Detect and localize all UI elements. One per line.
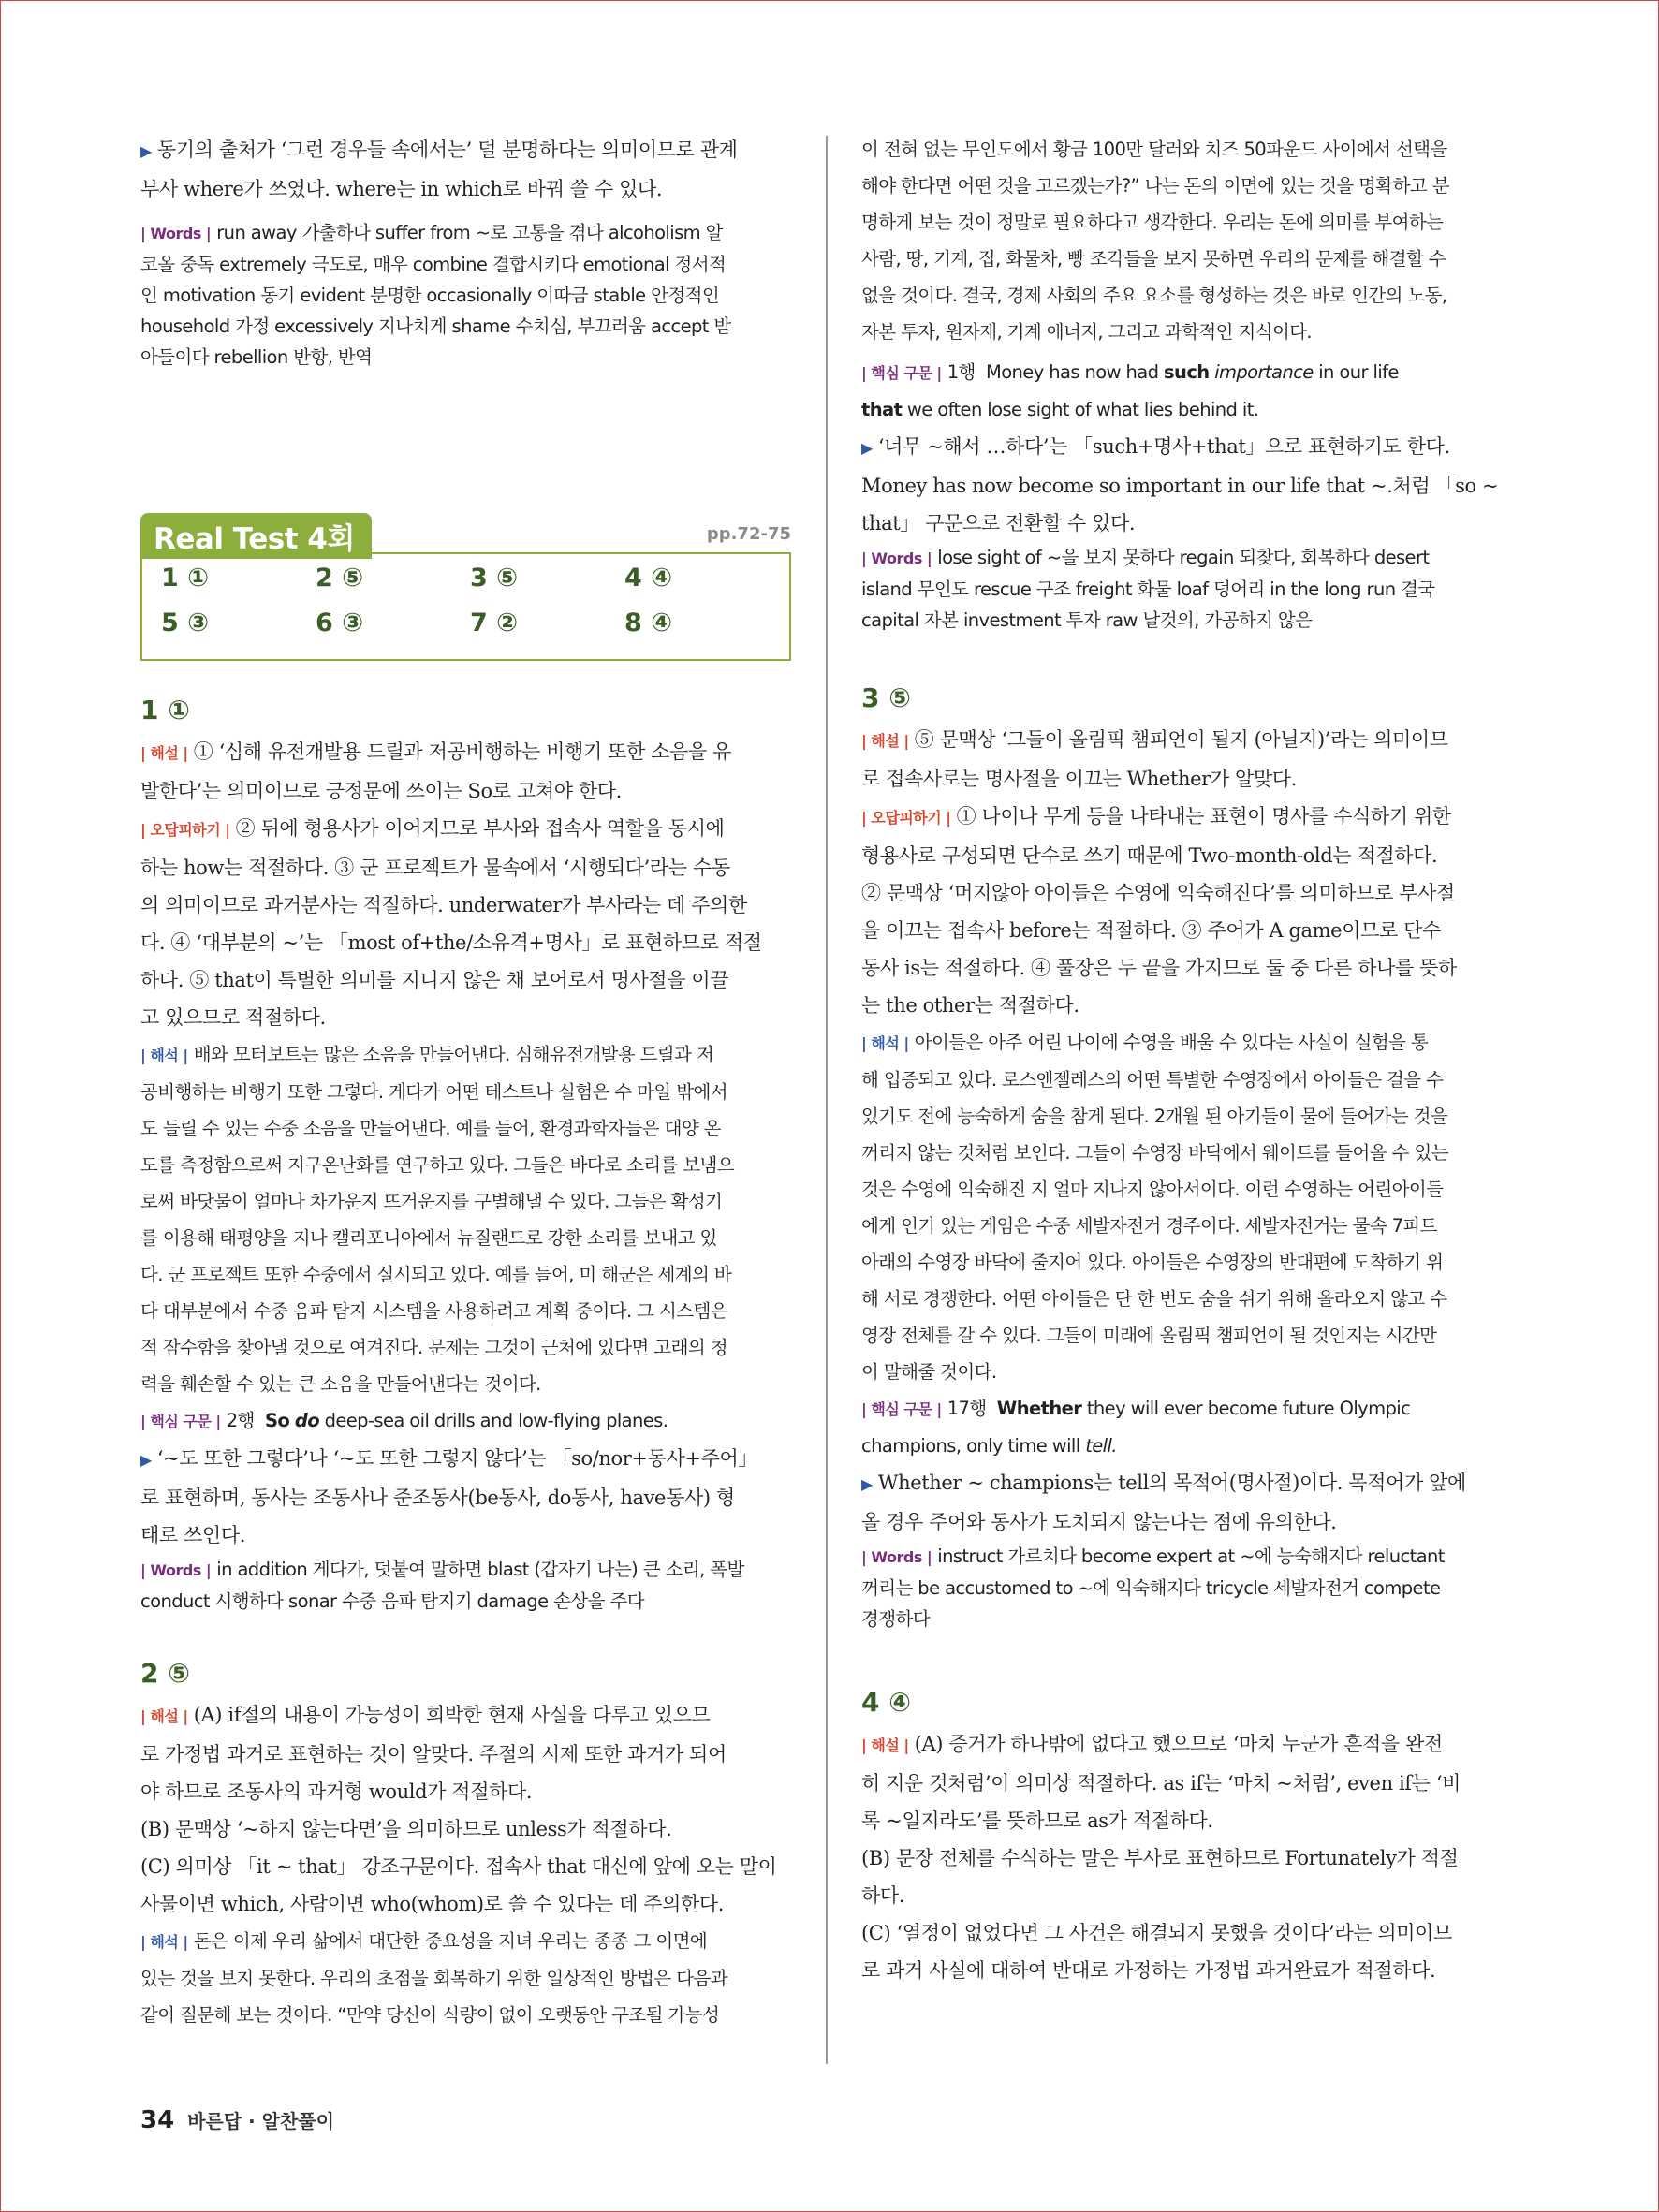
text-line: 발한다’는 의미이므로 긍정문에 쓰이는 So로 고쳐야 한다.: [140, 780, 622, 802]
words-line: capital 자본 investment 투자 raw 날것의, 가공하지 않은: [861, 609, 1313, 631]
text-line: 배와 모터보트는 많은 소음을 만들어낸다. 심해유전개발용 드릴과 저: [193, 1044, 714, 1065]
text-line: 없을 것이다. 결국, 경제 사회의 주요 요소를 형성하는 것은 바로 인간의 노동,: [861, 285, 1447, 306]
core-text: we often lose sight of what lies behind it.: [906, 399, 1259, 420]
core-text: Whether: [996, 1398, 1082, 1419]
q4-haeseol: [861, 1725, 1512, 1989]
text-line: (A) 증거가 하나밖에 없다고 했으므로 ‘마치 누군가 흔적을 완전: [914, 1733, 1443, 1755]
real-test-header: [140, 513, 791, 556]
q3-haeseol: [861, 721, 1512, 1024]
q3-core: [861, 1390, 1512, 1464]
q1-words: [140, 1554, 791, 1617]
text-line: 명하게 보는 것이 정말로 필요하다고 생각한다. 우리는 돈에 의미를 부여하는: [861, 212, 1444, 233]
core-line-no: 1행: [947, 361, 976, 383]
text-line: 을 이끄는 접속사 before는 적절하다. ③ 주어가 A game이므로 단수: [861, 919, 1441, 942]
text-line: 하는 how는 적절하다. ③ 군 프로젝트가 물속에서 ‘시행되다’라는 수동: [140, 857, 730, 879]
core-text: that: [861, 399, 903, 420]
text-line: ⑤ 문맥상 ‘그들이 올림픽 챔피언이 될지 (아닐지)’라는 의미이므: [914, 728, 1448, 751]
words-line: 경쟁하다: [861, 1608, 930, 1630]
core-text: in our life: [1318, 361, 1399, 383]
text-line: 야 하므로 조동사의 과거형 would가 적절하다.: [140, 1780, 533, 1803]
text-line: 공비행하는 비행기 또한 그렇다. 게다가 어떤 테스트나 실험은 수 마일 밖에서: [140, 1081, 727, 1103]
text-line: (B) 문맥상 ‘~하지 않는다면’을 의미하므로 unless가 적절하다.: [140, 1818, 672, 1840]
odap-tag: | 오답피하기 |: [861, 809, 951, 827]
text-line: (C) 의미상 「it ~ that」 강조구문이다. 접속사 that 대신에 앞에 오는 말이: [140, 1855, 777, 1878]
q3-core-note: [861, 1464, 1512, 1541]
answer: 5 ③: [161, 608, 210, 637]
top-words: [140, 217, 791, 373]
words-line: conduct 시행하다 sonar 수중 음파 탐지기 damage 손상을 주다: [140, 1590, 644, 1612]
right-column: [861, 131, 1512, 1989]
q1-core-note: [140, 1440, 791, 1554]
text-line: 록 ~일지라도’를 뜻하므로 as가 적절하다.: [861, 1809, 1213, 1832]
core-text: they will ever become future Olympic: [1086, 1398, 1411, 1419]
text-line: 력을 훼손할 수 있는 큰 소음을 만들어낸다는 것이다.: [140, 1373, 541, 1395]
text-line: 올 경우 주어와 동사가 도치되지 않는다는 점에 유의한다.: [861, 1511, 1337, 1533]
q2-haeseol: [140, 1696, 791, 1923]
text-line: 하다.: [861, 1884, 905, 1907]
page-number: 34: [140, 2106, 175, 2134]
answer: 8 ④: [624, 608, 673, 637]
question-heading: 1 ①: [140, 695, 190, 725]
q1-haeseok: [140, 1036, 791, 1402]
q3-words: [861, 1541, 1512, 1634]
words-tag: | Words |: [861, 1548, 932, 1566]
words-tag: | Words |: [140, 1561, 212, 1579]
text-line: ‘~도 또한 그렇다’나 ‘~도 또한 그렇지 않다’는 「so/nor+동사+주어」: [156, 1447, 757, 1470]
left-column: [140, 131, 791, 2033]
real-test-title: Real Test 4회: [140, 513, 372, 559]
note-line: 동기의 출처가 ‘그런 경우들 속에서는’ 덜 분명하다는 의미이므로 관계: [156, 139, 738, 161]
question-heading: 3 ⑤: [861, 682, 911, 713]
triangle-icon: ▶: [861, 1475, 873, 1493]
haeseol-tag: | 해설 |: [140, 1707, 188, 1725]
answer: 2 ⑤: [316, 564, 364, 593]
q2-core: [861, 354, 1512, 428]
text-line: 이 말해줄 것이다.: [861, 1361, 997, 1383]
words-line: 꺼리는 be accustomed to ~에 익숙해지다 tricycle 세발자전거 compete: [861, 1577, 1441, 1599]
text-line: 해 입증되고 있다. 로스앤젤레스의 어떤 특별한 수영장에서 아이들은 걸을 수: [861, 1069, 1444, 1091]
page-footer: [140, 2106, 334, 2134]
q2-haeseok: [140, 1923, 791, 2033]
text-line: 로 가정법 과거로 표현하는 것이 알맞다. 주절의 시제 또한 과거가 되어: [140, 1743, 727, 1765]
text-line: Whether ~ champions는 tell의 목적어(명사절)이다. 목적어가 앞에: [877, 1472, 1466, 1494]
book-title: 바른답 · 알찬풀이: [187, 2110, 334, 2132]
q3-haeseok: [861, 1024, 1512, 1390]
text-line: 같이 질문해 보는 것이다. “만약 당신이 식량이 없이 오랫동안 구조될 가능성: [140, 2004, 720, 2026]
words-line: household 가정 excessively 지나치게 shame 수치심, 부끄러움 accept 받: [140, 315, 731, 337]
words-line: instruct 가르치다 become expert at ~에 능숙해지다 reluctant: [937, 1545, 1445, 1567]
words-line: 코올 중독 extremely 극도로, 매우 combine 결합시키다 emotional 정서적: [140, 254, 727, 275]
text-line: 있기도 전에 능숙하게 숨을 참게 된다. 2개월 된 아기들이 물에 들어가는 것을: [861, 1106, 1448, 1127]
text-line: 를 이용해 태평양을 지나 캘리포니아에서 뉴질랜드로 강한 소리를 보내고 있: [140, 1227, 717, 1249]
text-line: 하다. ⑤ that이 특별한 의미를 지니지 않은 채 보어로서 명사절을 이끌: [140, 969, 729, 991]
text-line: (A) if절의 내용이 가능성이 희박한 현재 사실을 다루고 있으므: [193, 1704, 711, 1726]
text-line: 사람, 땅, 기계, 집, 화물차, 빵 조각들을 보지 못하면 우리의 문제를 해결할 수: [861, 248, 1446, 270]
text-line: 동사 is는 적절하다. ④ 풀장은 두 끝을 가지므로 둘 중 다른 하나를 뜻하: [861, 957, 1457, 979]
text-line: 에게 인기 있는 게임은 수중 세발자전거 경주이다. 세발자전거는 물속 7피트: [861, 1215, 1437, 1237]
text-line: 다. ④ ‘대부분의 ~’는 「most of+the/소유격+명사」로 표현하므로 적절: [140, 931, 762, 954]
text-line: 로 표현하며, 동사는 조동사나 준조동사(be동사, do동사, have동사) 형: [140, 1487, 735, 1509]
core-text: tell.: [1085, 1435, 1117, 1457]
core-text: such: [1164, 361, 1210, 383]
answer: 3 ⑤: [470, 564, 519, 593]
text-line: 해 서로 경쟁한다. 어떤 아이들은 단 한 번도 숨을 쉬기 위해 올라오지 않고 수: [861, 1288, 1447, 1310]
real-test-pages: pp.72-75: [706, 524, 791, 544]
text-line: 다 대부분에서 수중 음파 탐지 시스템을 사용하려고 계획 중이다. 그 시스템은: [140, 1300, 727, 1322]
core-text: champions, only time will: [861, 1435, 1080, 1457]
haeseol-tag: | 해설 |: [861, 732, 909, 750]
text-line: ② 문맥상 ‘머지않아 아이들은 수영에 익숙해진다’를 의미하므로 부사절: [861, 882, 1455, 904]
triangle-icon: ▶: [140, 142, 152, 160]
answer: 1 ①: [161, 564, 210, 593]
note-line: 부사 where가 쓰였다. where는 in which로 바꿔 쓸 수 있다.: [140, 178, 663, 200]
text-line: 로 접속사로는 명사절을 이끄는 Whether가 알맞다.: [861, 768, 1297, 790]
text-line: 고 있으므로 적절하다.: [140, 1006, 326, 1029]
words-line: island 무인도 rescue 구조 freight 화물 loaf 덩어리 in the long run 결국: [861, 579, 1435, 600]
core-line-no: 17행: [947, 1398, 987, 1419]
text-line: Money has now become so important in our life that ~.처럼 「so ~: [861, 475, 1499, 497]
core-tag: | 핵심 구문 |: [861, 364, 942, 382]
words-line: 아들이다 rebellion 반항, 반역: [140, 346, 373, 368]
core-text: importance: [1214, 361, 1314, 383]
text-line: ① 나이나 무게 등을 나타내는 표현이 명사를 수식하기 위한: [956, 805, 1451, 828]
q2-haeseok-cont: [861, 131, 1512, 350]
text-line: 로써 바닷물이 얼마나 차가운지 뜨거운지를 구별해낼 수 있다. 그들은 확성기: [140, 1191, 723, 1212]
core-tag: | 핵심 구문 |: [140, 1413, 221, 1430]
q2-core-note: [861, 428, 1512, 542]
text-line: 의 의미이므로 과거분사는 적절하다. underwater가 부사라는 데 주의한: [140, 894, 747, 916]
text-line: 사물이면 which, 사람이면 who(whom)로 쓸 수 있다는 데 주의한다.: [140, 1893, 725, 1915]
triangle-icon: ▶: [140, 1451, 152, 1469]
text-line: that」 구문으로 전환할 수 있다.: [861, 512, 1136, 535]
text-line: 도 들릴 수 있는 수중 소음을 만들어낸다. 예를 들어, 환경과학자들은 대양 온: [140, 1118, 721, 1139]
odap-tag: | 오답피하기 |: [140, 821, 230, 839]
text-line: 영장 전체를 갈 수 있다. 그들이 미래에 올림픽 챔피언이 될 것인지는 시간만: [861, 1325, 1437, 1346]
text-line: 아래의 수영장 바닥에 줄지어 있다. 아이들은 수영장의 반대편에 도착하기 위: [861, 1252, 1444, 1273]
text-line: 다. 군 프로젝트 또한 수중에서 실시되고 있다. 예를 들어, 미 해군은 세계의 바: [140, 1264, 732, 1285]
text-line: 아이들은 아주 어린 나이에 수영을 배울 수 있다는 사실이 실험을 통: [914, 1032, 1429, 1053]
text-line: 적 잠수함을 찾아낼 것으로 여겨진다. 문제는 그것이 근처에 있다면 고래의 청: [140, 1337, 727, 1358]
text-line: 있는 것을 보지 못한다. 우리의 초점을 회복하기 위한 일상적인 방법은 다음과: [140, 1968, 727, 1989]
q1-haeseol: [140, 733, 791, 1036]
core-text: do: [294, 1410, 319, 1431]
core-text: Money has now had: [985, 361, 1159, 383]
haeseok-tag: | 해석 |: [861, 1034, 909, 1052]
haeseok-tag: | 해석 |: [140, 1933, 188, 1951]
column-divider: [826, 136, 828, 2064]
text-line: 자본 투자, 원자재, 기계 에너지, 그리고 과학적인 지식이다.: [861, 321, 1313, 343]
text-line: 돈은 이제 우리 삶에서 대단한 중요성을 지녀 우리는 종종 그 이면에: [193, 1930, 708, 1952]
text-line: (C) ‘열정이 없었다면 그 사건은 해결되지 못했을 것이다’라는 의미이므: [861, 1922, 1452, 1944]
question-heading: 2 ⑤: [140, 1658, 190, 1689]
haeseok-tag: | 해석 |: [140, 1047, 188, 1064]
words-line: 인 motivation 동기 evident 분명한 occasionally 이따금 stable 안정적인: [140, 285, 720, 306]
text-line: (B) 문장 전체를 수식하는 말은 부사로 표현하므로 Fortunately가 적절: [861, 1847, 1459, 1869]
core-text: deep-sea oil drills and low-flying planes.: [324, 1410, 668, 1431]
answer: 4 ④: [624, 564, 673, 593]
text-line: 히 지운 것처럼’이 의미상 적절하다. as if는 ‘마치 ~처럼’, even if는 ‘비: [861, 1772, 1461, 1795]
q2-words: [861, 542, 1512, 636]
q1-core: [140, 1402, 791, 1440]
text-line: 는 the other는 적절하다.: [861, 994, 1079, 1017]
top-note: [140, 131, 791, 208]
haeseol-tag: | 해설 |: [140, 744, 188, 762]
text-line: 꺼리지 않는 것처럼 보인다. 그들이 수영장 바닥에서 웨이트를 들어올 수 있는: [861, 1142, 1448, 1164]
core-text: So: [264, 1410, 290, 1431]
text-line: ② 뒤에 형용사가 이어지므로 부사와 접속사 역할을 동시에: [235, 817, 725, 840]
words-line: lose sight of ~을 보지 못하다 regain 되찾다, 회복하다 desert: [937, 547, 1430, 568]
text-line: ‘너무 ~해서 …하다’는 「such+명사+that」으로 표현하기도 한다.: [877, 435, 1450, 458]
text-line: 이 전혀 없는 무인도에서 황금 100만 달러와 치즈 50파운드 사이에서 선택을: [861, 139, 1447, 160]
text-line: 해야 한다면 어떤 것을 고르겠는가?” 나는 돈의 이면에 있는 것을 명확하고 분: [861, 175, 1449, 197]
words-tag: | Words |: [861, 549, 932, 567]
text-line: 태로 쓰인다.: [140, 1524, 245, 1546]
text-line: 형용사로 구성되면 단수로 쓰기 때문에 Two-month-old는 적절하다.: [861, 844, 1438, 867]
haeseol-tag: | 해설 |: [861, 1736, 909, 1754]
text-line: 도를 측정함으로써 지구온난화를 연구하고 있다. 그들은 바다로 소리를 보냄으: [140, 1154, 734, 1176]
triangle-icon: ▶: [861, 439, 873, 457]
text-line: ① ‘심해 유전개발용 드릴과 저공비행하는 비행기 또한 소음을 유: [193, 740, 731, 763]
answer: 7 ②: [470, 608, 519, 637]
words-line: run away 가출하다 suffer from ~로 고통을 겪다 alcoholism 알: [216, 222, 723, 243]
text-line: 로 과거 사실에 대하여 반대로 가정하는 가정법 과거완료가 적절하다.: [861, 1959, 1436, 1982]
question-heading: 4 ④: [861, 1687, 911, 1718]
answer-box: [140, 552, 791, 661]
text-line: 것은 수영에 익숙해진 지 얼마 지나지 않아서이다. 이런 수영하는 어린아이들: [861, 1179, 1444, 1200]
answer: 6 ③: [316, 608, 364, 637]
core-line-no: 2행: [226, 1410, 255, 1431]
core-tag: | 핵심 구문 |: [861, 1400, 942, 1418]
words-line: in addition 게다가, 덧붙여 말하면 blast (갑자기 나는) 큰 소리, 폭발: [216, 1559, 744, 1580]
words-tag: | Words |: [140, 225, 212, 242]
